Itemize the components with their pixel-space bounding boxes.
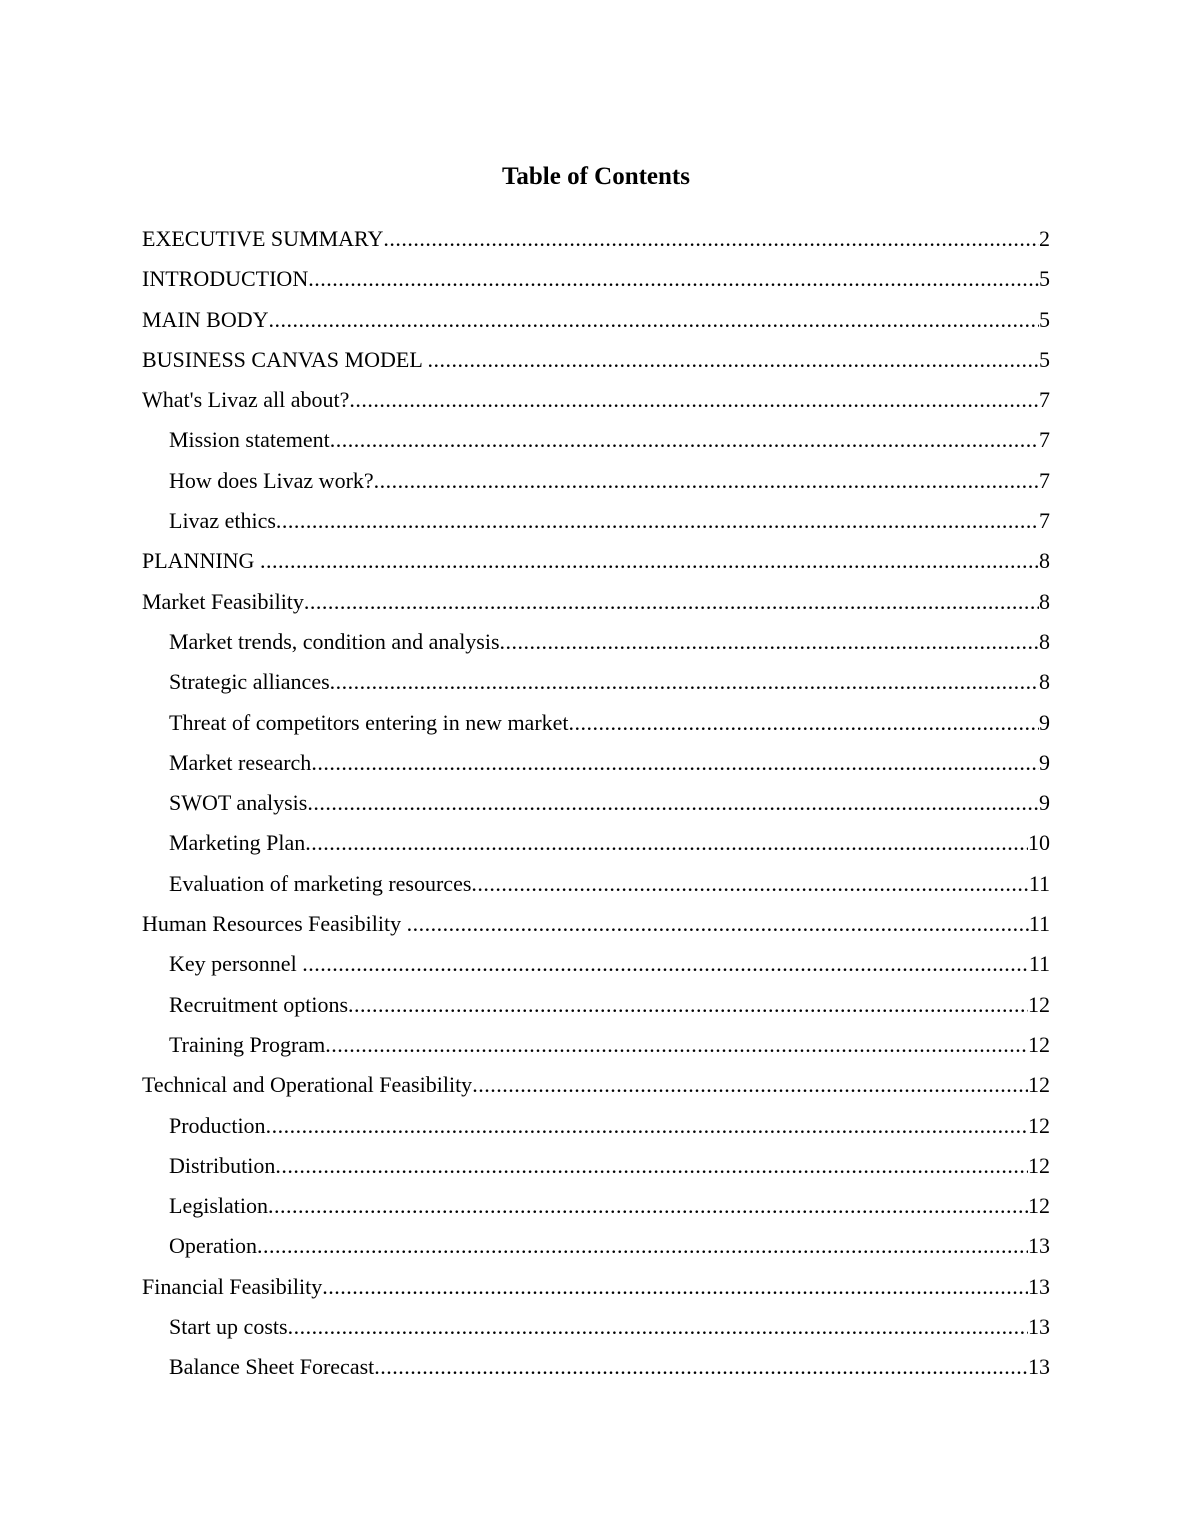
toc-entry-page: 8 [1039, 669, 1050, 695]
toc-entry [142, 380, 1050, 420]
toc-entry-label: Balance Sheet Forecast [169, 1354, 375, 1380]
toc-dot-leader [268, 1186, 1028, 1226]
toc-entry [142, 743, 1050, 783]
toc-entry [142, 783, 1050, 823]
toc-entry-page: 8 [1039, 548, 1050, 574]
toc-entry [142, 300, 1050, 340]
toc-entry [142, 1186, 1050, 1226]
toc-entry-label: Financial Feasibility [142, 1273, 323, 1299]
toc-entry-label: Human Resources Feasibility [142, 911, 407, 937]
toc-dot-leader [325, 1025, 1028, 1065]
toc-list [142, 219, 1050, 1388]
toc-entry [142, 1146, 1050, 1186]
toc-entry-page: 7 [1039, 467, 1050, 493]
toc-entry [142, 340, 1050, 380]
toc-dot-leader [427, 340, 1039, 380]
toc-entry-page: 13 [1028, 1233, 1050, 1259]
toc-entry [142, 501, 1050, 541]
toc-entry-label: Operation [169, 1233, 257, 1259]
page-title: Table of Contents [502, 163, 690, 190]
toc-entry [142, 420, 1050, 460]
toc-entry-page: 8 [1039, 588, 1050, 614]
toc-entry-label: Distribution [169, 1152, 276, 1178]
toc-entry [142, 1065, 1050, 1105]
toc-dot-leader [305, 823, 1028, 863]
toc-dot-leader [260, 541, 1039, 581]
toc-entry-label: Market research [169, 749, 312, 775]
toc-entry-label: Strategic alliances [169, 669, 330, 695]
toc-entry-label: PLANNING [142, 548, 260, 574]
toc-entry-label: Marketing Plan [169, 830, 306, 856]
toc-entry-page: 10 [1028, 830, 1050, 856]
toc-entry [142, 662, 1050, 702]
toc-entry [142, 582, 1050, 622]
toc-dot-leader [348, 985, 1028, 1025]
toc-entry-label: Legislation [169, 1193, 268, 1219]
toc-entry-page: 8 [1039, 628, 1050, 654]
toc-entry-label: Mission statement [169, 427, 330, 453]
toc-entry-page: 13 [1028, 1314, 1050, 1340]
toc-entry-page: 5 [1039, 306, 1050, 332]
toc-entry-label: INTRODUCTION [142, 266, 309, 292]
toc-entry-label: BUSINESS CANVAS MODEL [142, 346, 428, 372]
toc-entry-label: What's Livaz all about? [142, 387, 350, 413]
toc-entry [142, 219, 1050, 259]
toc-entry-page: 12 [1028, 1193, 1050, 1219]
toc-entry-page: 2 [1039, 226, 1050, 251]
toc-entry-page: 11 [1028, 911, 1050, 937]
toc-entry-page: 12 [1028, 1152, 1050, 1178]
toc-entry-page: 12 [1028, 991, 1050, 1017]
toc-entry-label: Evaluation of marketing resources [169, 870, 472, 896]
toc-entry-page: 7 [1039, 508, 1050, 534]
toc-entry-page: 9 [1039, 749, 1050, 775]
toc-dot-leader [407, 904, 1029, 944]
toc-entry-page: 13 [1028, 1273, 1050, 1299]
toc-entry-label: EXECUTIVE SUMMARY [142, 226, 384, 251]
toc-entry [142, 703, 1050, 743]
toc-entry-page: 12 [1028, 1072, 1050, 1098]
toc-dot-leader [311, 743, 1039, 783]
toc-entry-page: 7 [1039, 427, 1050, 453]
toc-entry-page: 12 [1028, 1112, 1050, 1138]
toc-entry [142, 985, 1050, 1025]
toc-entry-label: How does Livaz work? [169, 467, 374, 493]
toc-entry-page: 5 [1039, 346, 1050, 372]
toc-entry-page: 7 [1039, 387, 1050, 413]
toc-dot-leader [307, 783, 1039, 823]
toc-entry-label: Start up costs [169, 1314, 288, 1340]
toc-entry-page: 9 [1039, 790, 1050, 816]
toc-dot-leader [257, 1226, 1028, 1266]
toc-entry [142, 622, 1050, 662]
toc-entry-label: MAIN BODY [142, 306, 269, 332]
toc-entry [142, 1106, 1050, 1146]
toc-dot-leader [302, 944, 1029, 984]
toc-dot-leader [330, 662, 1039, 702]
toc-entry-label: SWOT analysis [169, 790, 308, 816]
toc-dot-leader [374, 461, 1039, 501]
toc-entry [142, 1226, 1050, 1266]
toc-entry [142, 1267, 1050, 1307]
toc-dot-leader [266, 1106, 1028, 1146]
toc-entry-page: 9 [1039, 709, 1050, 735]
toc-dot-leader [276, 501, 1039, 541]
toc-entry [142, 944, 1050, 984]
toc-dot-leader [288, 1307, 1028, 1347]
toc-entry-label: Market Feasibility [142, 588, 304, 614]
toc-dot-leader [330, 420, 1039, 460]
toc-dot-leader [472, 1065, 1028, 1105]
toc-dot-leader [322, 1267, 1028, 1307]
toc-entry-page: 11 [1028, 951, 1050, 977]
toc-entry-label: Recruitment options [169, 991, 349, 1017]
toc-dot-leader [308, 259, 1039, 299]
toc-entry-label: Market trends, condition and analysis [169, 628, 500, 654]
toc-entry-label: Production [169, 1112, 266, 1138]
toc-entry [142, 1025, 1050, 1065]
toc-entry [142, 823, 1050, 863]
toc-dot-leader [269, 300, 1040, 340]
toc-entry-label: Training Program [169, 1031, 326, 1057]
toc-dot-leader [383, 219, 1039, 259]
toc-entry [142, 259, 1050, 299]
toc-entry-label: Technical and Operational Feasibility [142, 1072, 473, 1098]
toc-dot-leader [275, 1146, 1028, 1186]
toc-entry [142, 1307, 1050, 1347]
toc-dot-leader [569, 703, 1039, 743]
toc-entry-label: Key personnel [169, 951, 303, 977]
toc-dot-leader [471, 864, 1028, 904]
toc-entry-label: Livaz ethics [169, 508, 276, 534]
toc-entry [142, 904, 1050, 944]
toc-dot-leader [500, 622, 1039, 662]
toc-entry [142, 461, 1050, 501]
toc-dot-leader [349, 380, 1039, 420]
toc-entry [142, 541, 1050, 581]
toc-entry-page: 12 [1028, 1031, 1050, 1057]
toc-dot-leader [304, 582, 1039, 622]
toc-entry-page: 11 [1028, 870, 1050, 896]
toc-dot-leader [374, 1347, 1028, 1387]
toc-entry [142, 1347, 1050, 1387]
toc-entry-page: 5 [1039, 266, 1050, 292]
toc-entry [142, 864, 1050, 904]
toc-entry-page: 13 [1028, 1354, 1050, 1380]
toc-entry-label: Threat of competitors entering in new market [169, 709, 569, 735]
